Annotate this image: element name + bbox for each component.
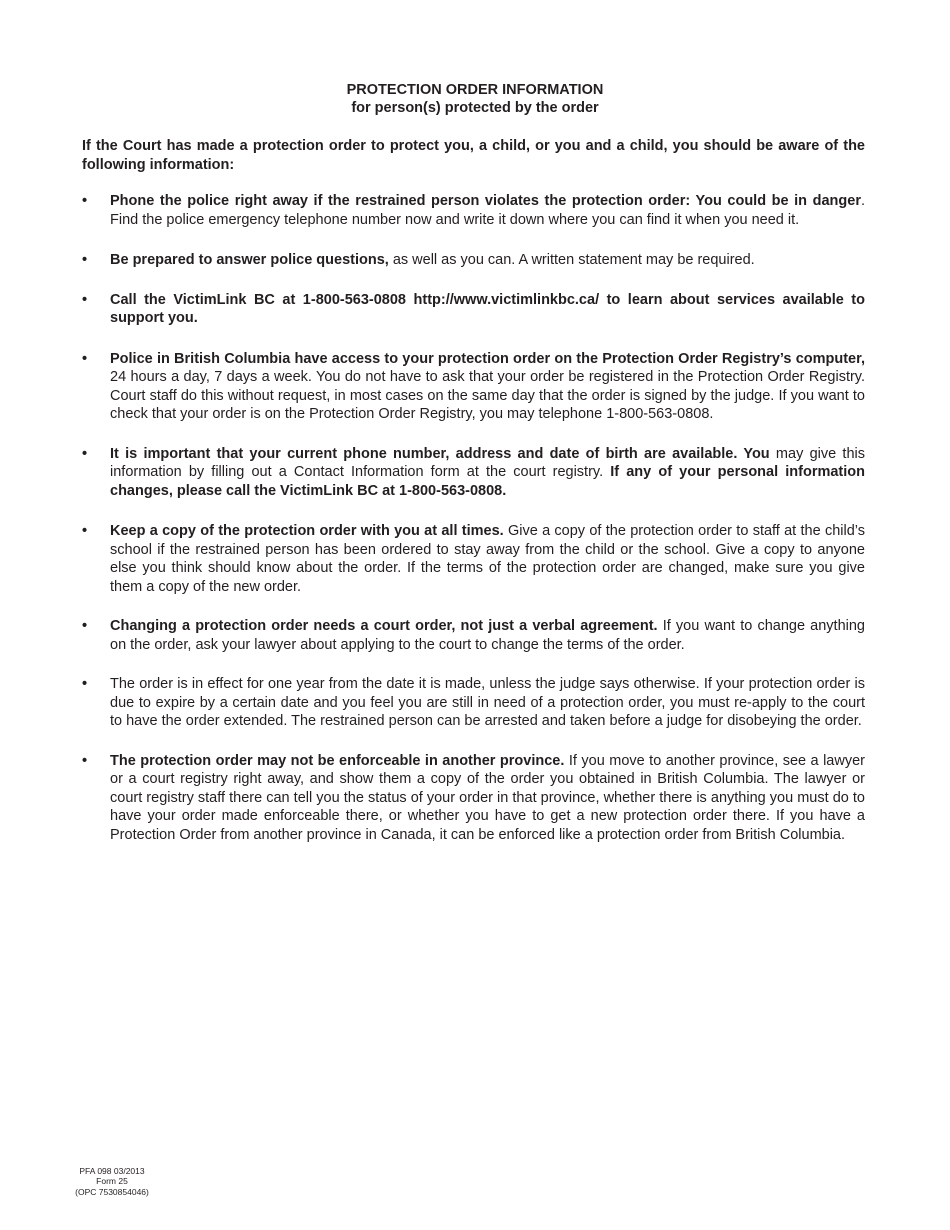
item-text: . Find the police emergency telephone number now and write it down where you can find it when you need it.: [110, 193, 865, 228]
bullet-icon: •: [82, 291, 88, 308]
list-item: [82, 752, 865, 845]
bullet-icon: •: [82, 445, 88, 462]
item-text: Give a copy of the protection order to staff at the child’s school if the restrained person has been ordered to stay away from the child or the school. Give a copy to anyone else you think should know about the order. If the terms of the protection order are changed, make sure you give them a copy of the new order.: [110, 523, 865, 595]
item-bold-text: Phone the police right away if the restrained person violates the protection order: You could be in danger: [110, 193, 861, 209]
document-header: [0, 81, 950, 117]
intro-paragraph: If the Court has made a protection order to protect you, a child, or you and a child, you should be aware of the following information:: [82, 138, 865, 173]
list-item: [82, 522, 865, 596]
page-subtitle: for person(s) protected by the order: [351, 100, 599, 116]
bullet-icon: •: [82, 193, 88, 209]
list-item: [82, 617, 865, 654]
list-item: [82, 251, 865, 270]
item-text: may give this information by filling out a Contact Information form at the court registry.: [110, 445, 865, 480]
list-item: [82, 192, 865, 229]
item-text: as well as you can. A written statement may be required.: [388, 252, 755, 268]
list-item: [82, 675, 865, 731]
bullet-icon: •: [82, 523, 88, 539]
form-footer: [62, 1166, 162, 1197]
item-bold-text-2: If any of your personal information changes, please call the VictimLink BC at 1-800-563-0808.: [110, 464, 865, 499]
item-bold-text: Keep a copy of the protection order with you at all times.: [110, 523, 504, 539]
bullet-icon: •: [82, 618, 88, 634]
item-bold-text: It is important that your current phone number, address and date of birth are available. You: [110, 445, 770, 462]
item-text: If you move to another province, see a lawyer or a court registry right away, and show them a copy of the order you obtained in British Columbia. The lawyer or court registry staff there can tell you the status of your order in that province, whether there is anything you must do to have your order made enforceable there, or whether you have to get a new protection order there. If you have a Protection Order from another province in Canada, it can be enforced like a protection order from British Columbia.: [110, 752, 865, 843]
bullet-icon: •: [82, 252, 88, 268]
item-text: If you want to change anything on the order, ask your lawyer about applying to the court to change the terms of the order.: [110, 618, 865, 653]
form-code: PFA 098 03/2013: [79, 1166, 145, 1176]
form-number: Form 25: [96, 1176, 128, 1187]
item-bold-text: Call the VictimLink BC at 1-800-563-0808 http://www.victimlinkbc.ca/ to learn about services available to support you.: [110, 291, 865, 326]
opc-number: (OPC 7530854046): [75, 1186, 149, 1197]
information-list: [82, 192, 865, 844]
list-item: [82, 291, 865, 328]
bullet-icon: •: [82, 752, 88, 769]
item-text: The order is in effect for one year from the date it is made, unless the judge says otherwise. If your protection order is due to expire by a certain date and you feel you are still in need of a protection order, you must re-apply to the court to have the order extended. The restrained person can be arrested and taken before a judge for disobeying the order.: [110, 676, 865, 729]
bullet-icon: •: [82, 676, 88, 692]
item-text: 24 hours a day, 7 days a week. You do not have to ask that your order be registered in the Protection Order Registry. Court staff do this without request, in most cases on the same day that the order is signed by the judge. If you want to check that your order is on the Protection Order Registry, you may telephone 1-800-563-0808.: [110, 369, 865, 422]
item-bold-text: Be prepared to answer police questions,: [110, 252, 389, 268]
page-title: PROTECTION ORDER INFORMATION: [346, 82, 604, 98]
bullet-icon: •: [82, 350, 88, 367]
list-item: [82, 350, 865, 424]
list-item: [82, 445, 865, 501]
item-bold-text: Police in British Columbia have access to your protection order on the Protection Order Registry’s computer,: [110, 350, 865, 367]
item-bold-text: The protection order may not be enforceable in another province.: [110, 752, 565, 769]
item-bold-text: Changing a protection order needs a court order, not just a verbal agreement.: [110, 618, 658, 634]
